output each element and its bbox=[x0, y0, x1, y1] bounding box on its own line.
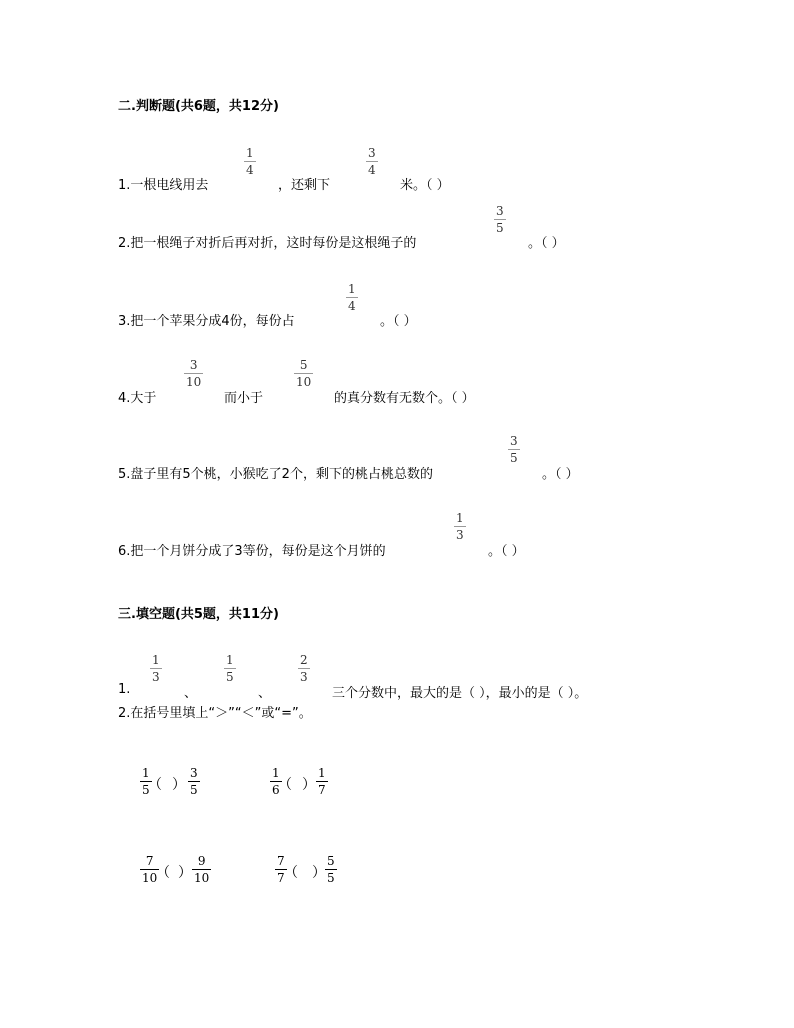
numerator: 1 bbox=[246, 146, 254, 160]
compare-4-close-paren: ） bbox=[312, 865, 326, 881]
numerator: 9 bbox=[197, 854, 206, 868]
section-heading-judgement: 二.判断题(共6题，共12分) bbox=[118, 99, 279, 114]
fraction-fill-q1-a bbox=[150, 654, 162, 683]
denominator: 5 bbox=[190, 783, 198, 797]
question-6-suffix: 。（ ） bbox=[488, 544, 525, 559]
denominator: 5 bbox=[142, 783, 150, 797]
numerator: 3 bbox=[510, 434, 518, 448]
fraction-q4-lower bbox=[184, 359, 203, 388]
compare-2-right-fraction bbox=[316, 767, 328, 796]
numerator: 1 bbox=[152, 653, 160, 667]
numerator: 5 bbox=[327, 854, 335, 868]
numerator: 3 bbox=[190, 766, 198, 780]
denominator: 7 bbox=[277, 871, 285, 885]
compare-3-open-paren: （ bbox=[156, 865, 170, 881]
compare-4-open-paren: （ bbox=[284, 865, 298, 881]
fraction-q2 bbox=[494, 205, 506, 234]
fraction-q1-remaining bbox=[366, 147, 378, 176]
denominator: 5 bbox=[510, 451, 518, 465]
numerator: 1 bbox=[318, 766, 326, 780]
fraction-fill-q1-b bbox=[224, 654, 236, 683]
denominator: 7 bbox=[318, 783, 326, 797]
question-2-prefix: 2.把一根绳子对折后再对折，这时每份是这根绳子的 bbox=[118, 236, 417, 251]
section-heading-fill-in: 三.填空题(共5题，共11分) bbox=[118, 607, 279, 622]
fraction-q4-upper bbox=[294, 359, 313, 388]
fraction-q6 bbox=[454, 512, 466, 541]
numerator: 3 bbox=[496, 204, 504, 218]
compare-3-close-paren: ） bbox=[178, 865, 192, 881]
question-4-middle: 而小于 bbox=[224, 391, 264, 406]
question-2-suffix: 。（ ） bbox=[528, 236, 565, 251]
compare-1-right-fraction bbox=[188, 767, 200, 796]
denominator: 10 bbox=[194, 871, 210, 885]
compare-1-close-paren: ） bbox=[172, 777, 186, 793]
numerator: 2 bbox=[300, 653, 308, 667]
denominator: 10 bbox=[186, 375, 202, 389]
compare-2-open-paren: （ bbox=[278, 777, 292, 793]
denominator: 4 bbox=[368, 163, 376, 177]
denominator: 5 bbox=[327, 871, 335, 885]
compare-2-close-paren: ） bbox=[302, 777, 316, 793]
denominator: 10 bbox=[142, 871, 158, 885]
question-1-suffix: 米。（ ） bbox=[400, 178, 450, 193]
numerator: 3 bbox=[189, 358, 198, 372]
fill-question-2-text: 2.在括号里填上“＞”“＜”或“=”。 bbox=[118, 706, 312, 721]
numerator: 1 bbox=[456, 511, 464, 525]
denominator: 3 bbox=[152, 670, 160, 684]
numerator: 3 bbox=[368, 146, 376, 160]
numerator: 1 bbox=[226, 653, 234, 667]
numerator: 1 bbox=[142, 766, 150, 780]
denominator: 5 bbox=[226, 670, 234, 684]
question-1-prefix: 1.一根电线用去 bbox=[118, 178, 209, 193]
fraction-q5 bbox=[508, 435, 520, 464]
denominator: 4 bbox=[246, 163, 254, 177]
fill-question-1-suffix: 三个分数中，最大的是（ ），最小的是（ ）。 bbox=[332, 686, 588, 701]
denominator: 3 bbox=[456, 528, 464, 542]
numerator: 7 bbox=[277, 854, 285, 868]
numerator: 7 bbox=[145, 854, 154, 868]
separator-comma: 、 bbox=[258, 686, 272, 701]
question-3-prefix: 3.把一个苹果分成4份，每份占 bbox=[118, 314, 295, 329]
question-5-prefix: 5.盘子里有5个桃，小猴吃了2个，剩下的桃占桃总数的 bbox=[118, 467, 433, 482]
denominator: 3 bbox=[300, 670, 308, 684]
separator-comma: 、 bbox=[184, 686, 198, 701]
question-4-suffix: 的真分数有无数个。（ ） bbox=[334, 391, 475, 406]
question-4-prefix: 4.大于 bbox=[118, 391, 157, 406]
fraction-fill-q1-c bbox=[298, 654, 310, 683]
compare-4-right-fraction bbox=[325, 855, 337, 884]
numerator: 5 bbox=[299, 358, 308, 372]
numerator: 1 bbox=[348, 282, 356, 296]
compare-1-open-paren: （ bbox=[148, 777, 162, 793]
numerator: 1 bbox=[272, 766, 280, 780]
denominator: 10 bbox=[296, 375, 312, 389]
compare-3-right-fraction bbox=[192, 855, 211, 884]
question-1-middle: ，还剩下 bbox=[278, 178, 331, 193]
denominator: 4 bbox=[348, 299, 356, 313]
question-3-suffix: 。（ ） bbox=[380, 314, 417, 329]
question-5-suffix: 。（ ） bbox=[542, 467, 579, 482]
denominator: 5 bbox=[496, 221, 504, 235]
fraction-q3 bbox=[346, 283, 358, 312]
fraction-q1-used bbox=[244, 147, 256, 176]
question-6-prefix: 6.把一个月饼分成了3等份，每份是这个月饼的 bbox=[118, 544, 386, 559]
denominator: 6 bbox=[272, 783, 280, 797]
fill-question-1-prefix: 1. bbox=[118, 682, 131, 697]
